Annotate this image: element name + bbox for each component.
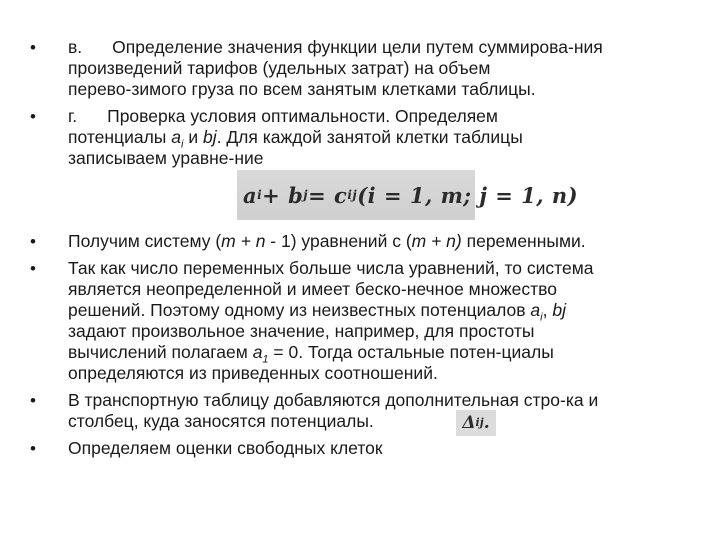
text-line: Проверка условия оптимальности. Определяем [107, 106, 498, 126]
bullet-6: • [30, 439, 36, 458]
text-fragment: решений. Поэтому одному из неизвестных потенциалов [68, 300, 526, 320]
paragraph-undetermined-system [68, 258, 708, 384]
text-line: определяются из приведенных соотношений. [68, 363, 438, 383]
item-marker: в. [68, 37, 83, 57]
text-line: Определение значения функции цели путем суммирова-ния [112, 37, 603, 57]
delta-symbol: Δ [462, 413, 476, 433]
var-a-sub: i [540, 311, 543, 324]
var-a1: a [252, 342, 263, 362]
formula-c: = c [308, 182, 348, 208]
text-line: В транспортную таблицу добавляются дополнительная стро-ка и [68, 390, 599, 410]
paragraph-system-of-equations [68, 231, 708, 252]
var-b: bj [552, 300, 566, 320]
text-fragment: - 1) уравнений с ( [265, 231, 412, 251]
var-m-plus-n: m + n [221, 231, 266, 251]
text-fragment: вычислений полагаем [68, 342, 248, 362]
text-fragment: потенциалы [68, 127, 167, 147]
bullet-5: • [30, 391, 36, 410]
item-marker: г. [68, 106, 78, 126]
var-a: a [530, 300, 541, 320]
bullet-4: • [30, 259, 36, 278]
delta-ij-formula: Δ ij . [456, 410, 496, 436]
text-line: столбец, куда заносятся потенциалы. [68, 411, 374, 431]
text-line: является неопределенной и имеет беско-нечное множество [68, 279, 557, 299]
bullet-1: • [30, 38, 36, 57]
text-line: Так как число переменных больше числа уравнений, то система [68, 258, 594, 278]
text-line: записываем уравне-ние [68, 148, 264, 168]
text-fragment: = 0. Тогда остальные потен-циалы [268, 342, 554, 362]
paragraph-free-cells [68, 438, 708, 459]
text-line: Определяем оценки свободных клеток [68, 438, 383, 458]
paragraph-potentials-table [68, 390, 708, 432]
potential-equation-formula: a i + b j = c ij (i = 1, m; j = 1, n) [237, 170, 475, 220]
var-b: bj [202, 127, 217, 147]
var-m-plus-n: m + n) [411, 231, 462, 251]
text-fragment: , [542, 300, 553, 320]
text-line: произведений тарифов (удельных затрат) на объем [68, 58, 491, 78]
delta-dot: . [483, 413, 490, 433]
formula-ranges: (i = 1, m; j = 1, n) [357, 182, 579, 208]
bullet-2: • [30, 107, 36, 126]
paragraph-optimality-check [68, 106, 708, 169]
formula-a: a [243, 182, 258, 208]
var-a1-sub: 1 [262, 353, 269, 366]
formula-b: + b [262, 182, 304, 208]
bullet-3: • [30, 232, 36, 251]
text-fragment: Получим систему ( [68, 231, 222, 251]
var-a: a [171, 127, 181, 147]
text-line: задают произвольное значение, например, для простоты [68, 321, 535, 341]
paragraph-objective-value [68, 37, 708, 100]
text-fragment: . Для каждой занятой клетки таблицы [216, 127, 523, 147]
text-fragment: и [188, 127, 199, 147]
var-a-sub: i [180, 138, 184, 151]
text-line: перево-зимого груза по всем занятым клетками таблицы. [68, 79, 536, 99]
text-fragment: переменными. [461, 231, 586, 251]
